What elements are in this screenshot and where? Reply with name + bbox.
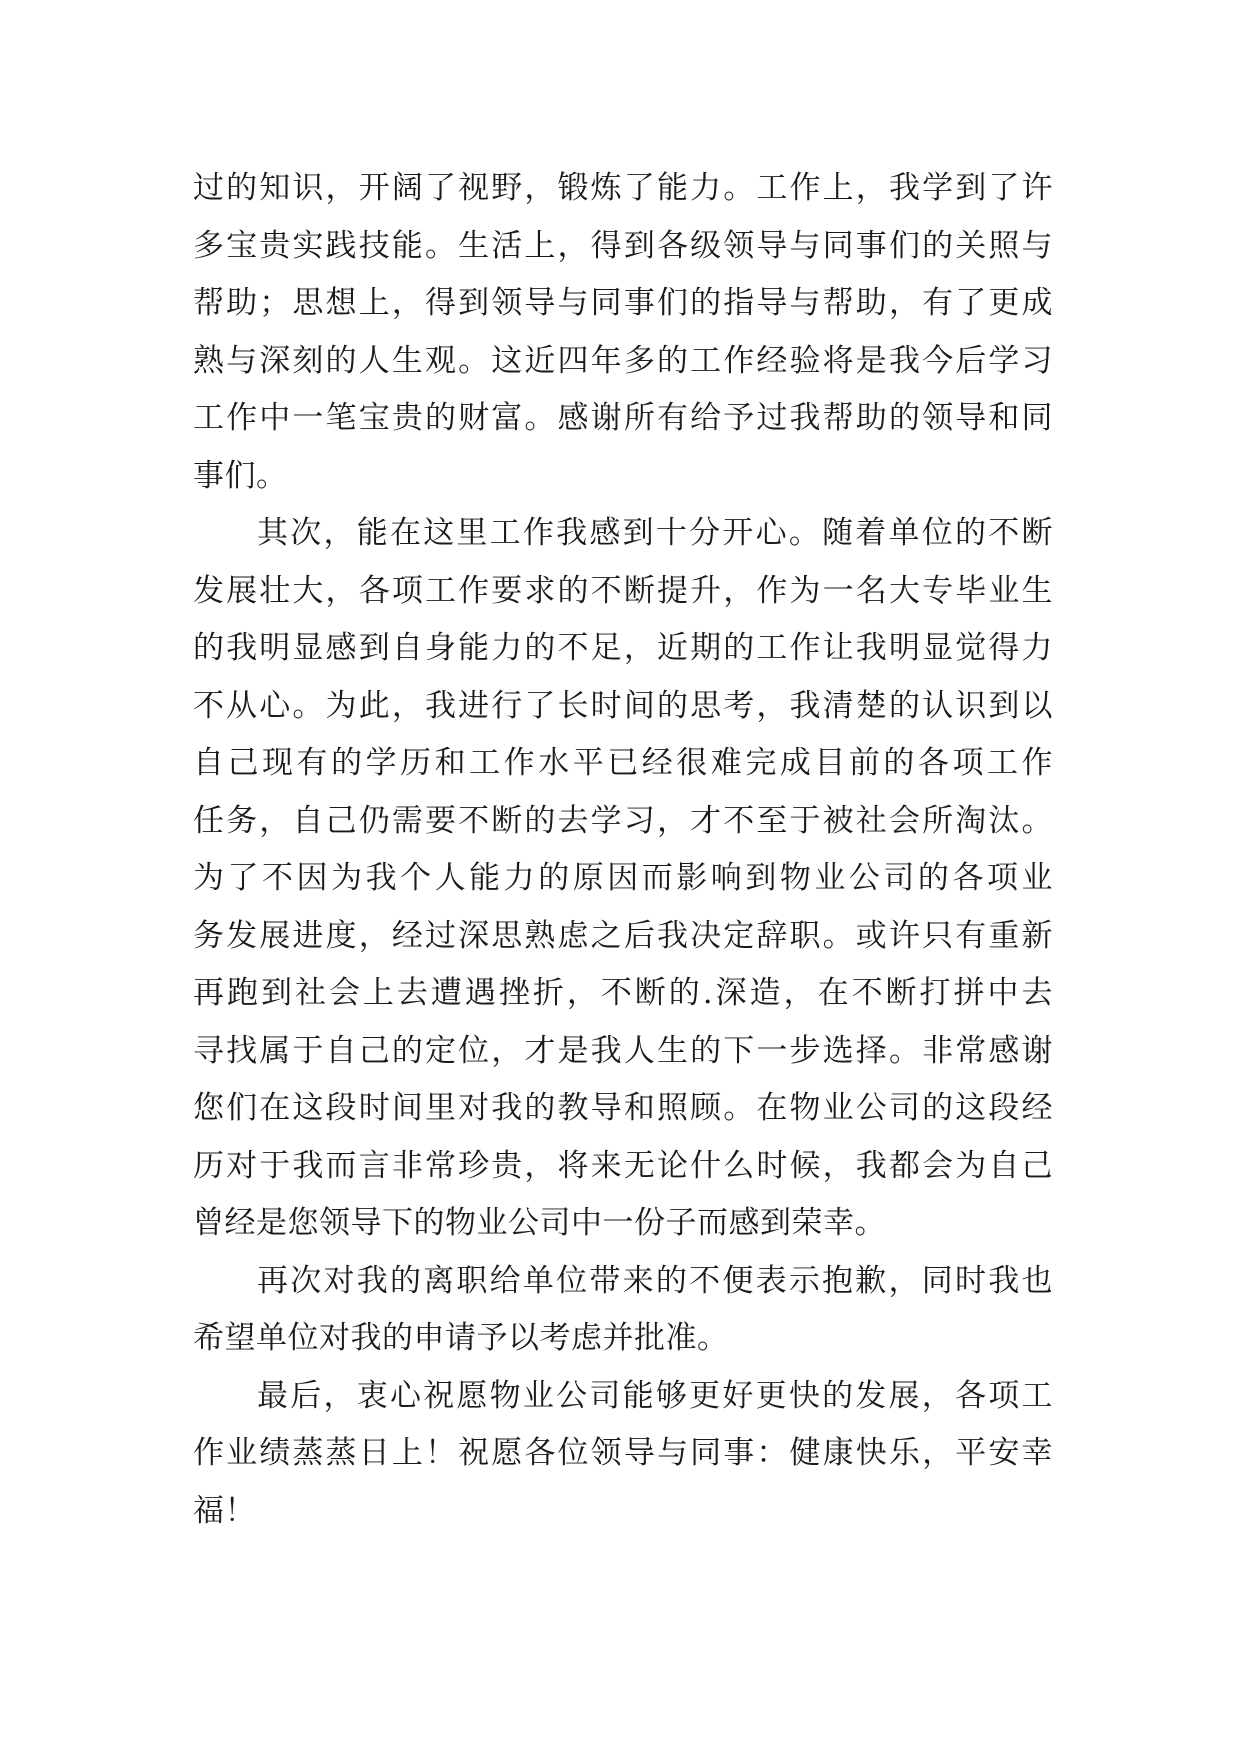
text-line: 自己现有的学历和工作水平已经很难完成目前的各项工作 [193,745,1053,781]
paragraph-2 [193,505,1053,1253]
text-line: 的我明显感到自身能力的不足，近期的工作让我明显觉得力 [193,630,1053,666]
text-line: 最后，衷心祝愿物业公司能够更好更快的发展，各项工 [257,1377,1053,1414]
text-line: 事们。 [193,457,288,494]
text-line: 过的知识，开阔了视野，锻炼了能力。工作上，我学到了许 [193,170,1053,206]
text-line: 多宝贵实践技能。生活上，得到各级领导与同事们的关照与 [193,227,1053,264]
document-body [193,160,1053,1540]
text-line: 务发展进度，经过深思熟虑之后我决定辞职。或许只有重新 [193,917,1053,954]
paragraph-3 [193,1253,1053,1368]
text-line: 再次对我的离职给单位带来的不便表示抱歉，同时我也 [257,1262,1053,1299]
text-line: 其次，能在这里工作我感到十分开心。随着单位的不断 [257,515,1053,551]
text-line: 您们在这段时间里对我的教导和照顾。在物业公司的这段经 [193,1090,1053,1126]
paragraph-1 [193,160,1053,505]
text-line: 寻找属于自己的定位，才是我人生的下一步选择。非常感谢 [193,1032,1053,1069]
text-line: 曾经是您领导下的物业公司中一份子而感到荣幸。 [193,1205,886,1241]
text-line: 帮助；思想上，得到领导与同事们的指导与帮助，有了更成 [193,285,1053,321]
paragraph-4 [193,1368,1053,1541]
text-line: 不从心。为此，我进行了长时间的思考，我清楚的认识到以 [193,687,1053,724]
text-line: 再跑到社会上去遭遇挫折，不断的.深造，在不断打拼中去 [193,975,1053,1011]
text-line: 希望单位对我的申请予以考虑并批准。 [193,1320,729,1356]
text-line: 为了不因为我个人能力的原因而影响到物业公司的各项业 [193,860,1053,896]
text-line: 熟与深刻的人生观。这近四年多的工作经验将是我今后学习 [193,342,1053,379]
text-line: 发展壮大，各项工作要求的不断提升，作为一名大专毕业生 [193,572,1053,609]
text-line: 历对于我而言非常珍贵，将来无论什么时候，我都会为自己 [193,1147,1053,1184]
text-line: 任务，自己仍需要不断的去学习，才不至于被社会所淘汰。 [193,802,1053,839]
text-line: 作业绩蒸蒸日上！祝愿各位领导与同事：健康快乐，平安幸 [193,1435,1053,1471]
text-line: 工作中一笔宝贵的财富。感谢所有给予过我帮助的领导和同 [193,400,1053,436]
text-line: 福！ [193,1492,256,1529]
